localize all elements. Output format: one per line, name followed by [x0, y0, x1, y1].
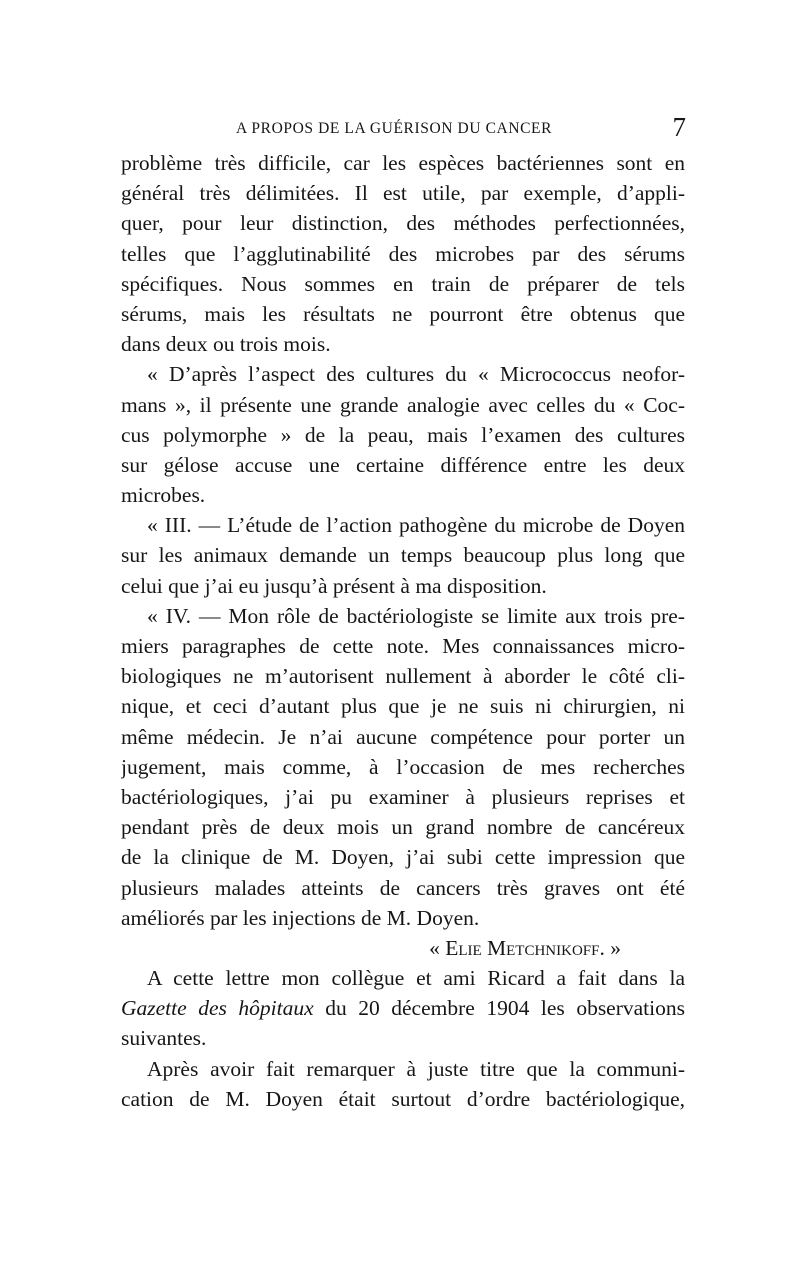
- text-line: microbes.: [121, 483, 206, 508]
- text-line: général très délimitées. Il est utile, par exemple, d’appli-: [121, 181, 685, 206]
- text-line: suivantes.: [121, 1026, 207, 1051]
- text-line: Après avoir fait remarquer à juste titre que la communi-: [147, 1056, 685, 1081]
- text-line: améliorés par les injections de M. Doyen.: [121, 905, 480, 930]
- running-header: [120, 112, 688, 146]
- text-line: plusieurs malades atteints de cancers très graves ont été: [121, 875, 685, 900]
- text-line: sur gélose accuse une certaine différence entre les deux: [121, 452, 685, 477]
- text-line: biologiques ne m’autorisent nullement à aborder le côté cli-: [121, 664, 685, 689]
- text-line: telles que l’agglutinabilité des microbes par des sérums: [121, 241, 685, 266]
- text-line: cation de M. Doyen était surtout d’ordre bactériologique,: [121, 1086, 685, 1111]
- text-line: jugement, mais comme, à l’occasion de mes recherches: [121, 754, 685, 779]
- text-line: sérums, mais les résultats ne pourront être obtenus que: [121, 301, 685, 326]
- text-segment: du 20 décembre 1904 les observations: [313, 996, 685, 1021]
- text-line: même médecin. Je n’ai aucune compétence pour porter un: [121, 724, 685, 749]
- text-line: bactériologiques, j’ai pu examiner à plusieurs reprises et: [121, 784, 685, 809]
- text-line: de la clinique de M. Doyen, j’ai subi cette impression que: [121, 845, 685, 870]
- text-line: cus polymorphe » de la peau, mais l’examen des cultures: [121, 422, 685, 447]
- text-line: [121, 993, 685, 1023]
- body-text: [121, 148, 685, 1114]
- signature: « Elie Metchnikoff. »: [429, 935, 621, 960]
- text-line: miers paragraphes de cette note. Mes connaissances micro-: [121, 634, 685, 658]
- running-title: A PROPOS DE LA GUÉRISON DU CANCER: [236, 120, 553, 137]
- text-line: « III. — L’étude de l’action pathogène du microbe de Doyen: [147, 513, 685, 538]
- text-line: dans deux ou trois mois.: [121, 332, 331, 357]
- text-line: pendant près de deux mois un grand nombre de cancéreux: [121, 815, 685, 840]
- page-number: 7: [672, 112, 686, 142]
- text-line: nique, et ceci d’autant plus que je ne suis ni chirurgien, ni: [121, 694, 685, 719]
- journal-title: Gazette des hôpitaux: [121, 996, 314, 1021]
- text-line: A cette lettre mon collègue et ami Ricard a fait dans la: [147, 966, 685, 991]
- text-line: « D’après l’aspect des cultures du « Micrococcus neofor-: [147, 362, 685, 387]
- text-line: spécifiques. Nous sommes en train de préparer de tels: [121, 271, 685, 296]
- text-line: sur les animaux demande un temps beaucoup plus long que: [121, 543, 685, 568]
- text-line: « IV. — Mon rôle de bactériologiste se limite aux trois pre-: [147, 603, 685, 628]
- text-line: problème très difficile, car les espèces bactériennes sont en: [121, 151, 685, 175]
- text-line: quer, pour leur distinction, des méthodes perfectionnées,: [121, 211, 685, 236]
- text-line: celui que j’ai eu jusqu’à présent à ma disposition.: [121, 573, 547, 598]
- text-line: mans », il présente une grande analogie avec celles du « Coc-: [121, 392, 685, 417]
